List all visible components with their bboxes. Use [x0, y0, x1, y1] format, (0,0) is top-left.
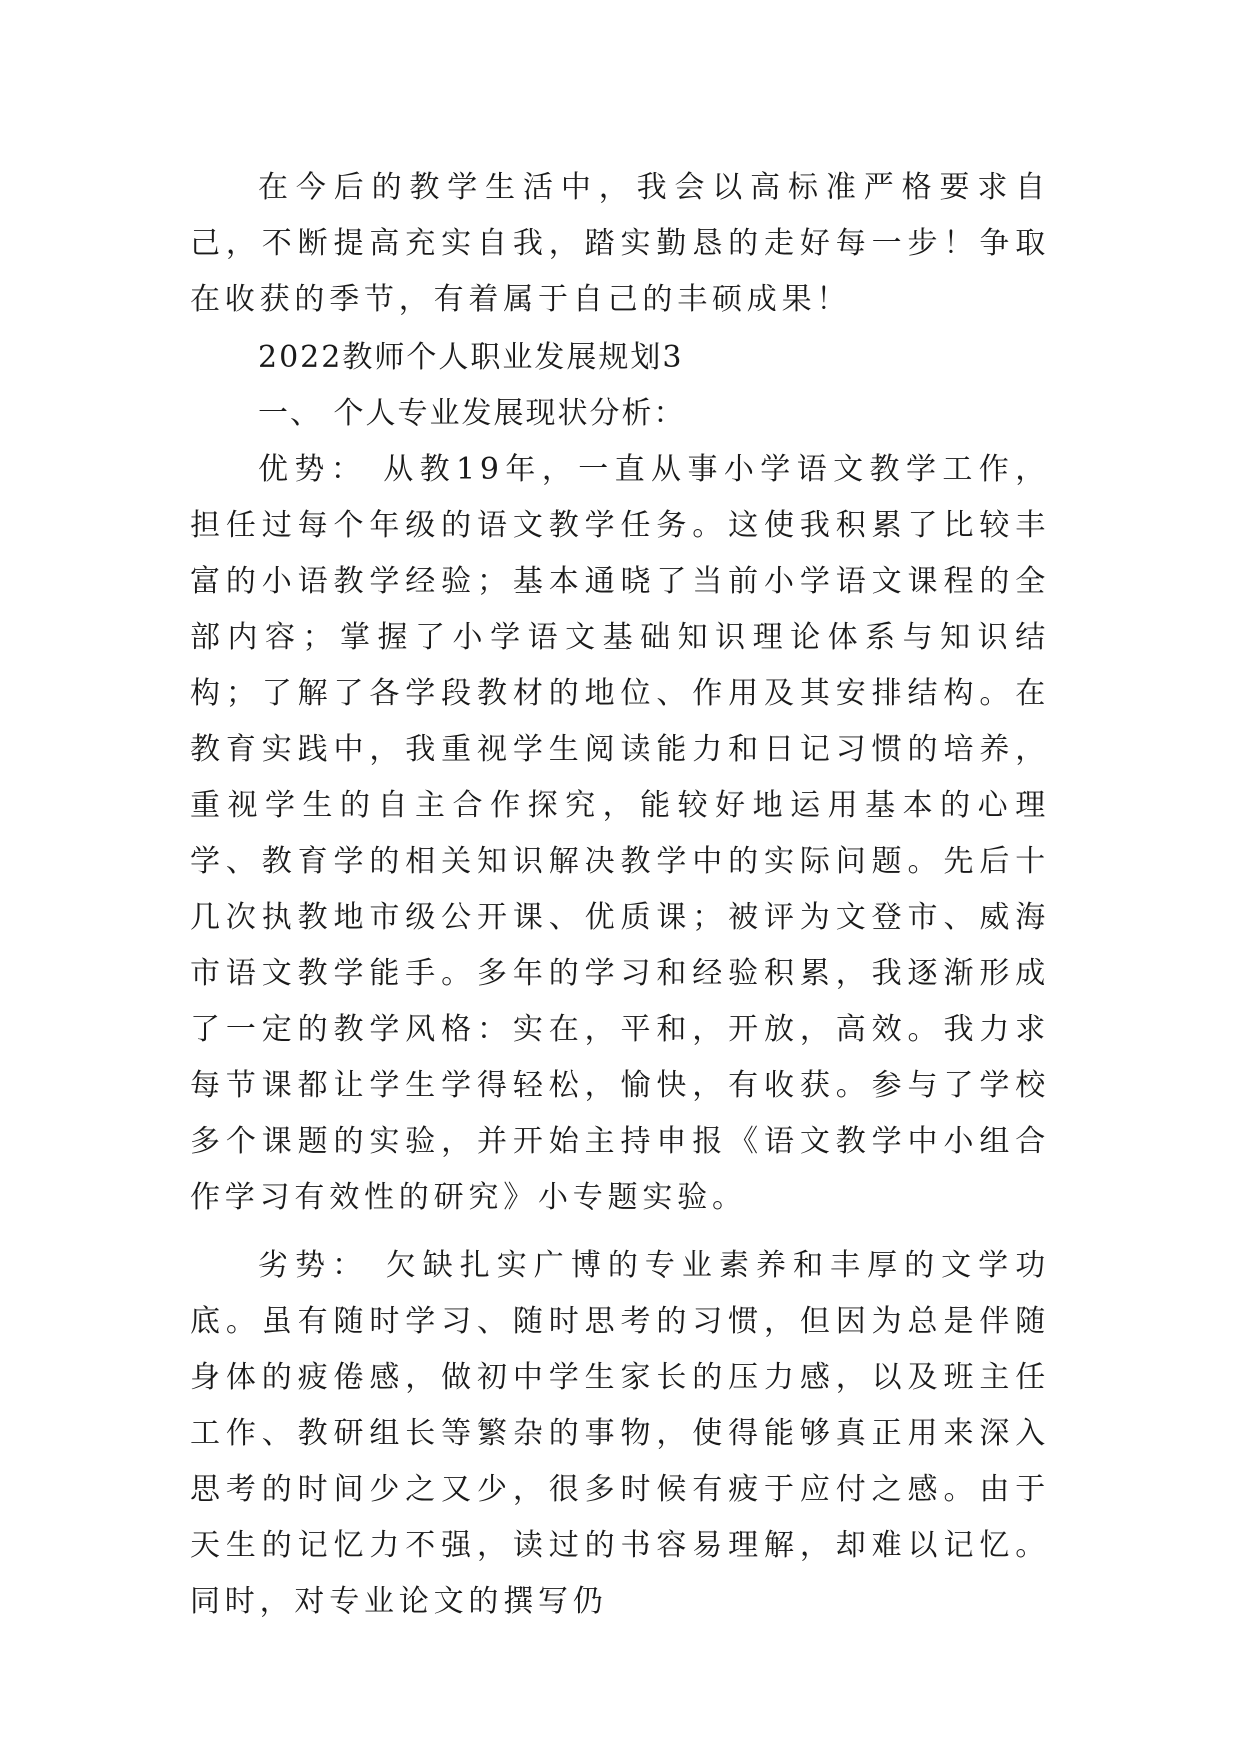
closing-paragraph: 在今后的教学生活中，我会以高标准严格要求自己，不断提高充实自我，踏实勤恳的走好每一步！争取在收获的季节，有着属于自己的丰硕成果！ [190, 170, 1050, 317]
section-title: 2022教师个人职业发展规划3 [258, 340, 684, 375]
strengths-paragraph: 优势： 从教19年，一直从事小学语文教学工作，担任过每个年级的语文教学任务。这使我积累了比较丰富的小语教学经验；基本通晓了当前小学语文课程的全部内容；掌握了小学语文基础知识理论体系与知识结构；了解了各学段教材的地位、作用及其安排结构。在教育实践中，我重视学生阅读能力和日记习惯的培养，重视学生的自主合作探究，能较好地运用基本的心理学、教育学的相关知识解决教学中的实际问题。先后十几次执教地市级公开课、优质课；被评为文登市、威海市语文教学能手。多年的学习和经验积累，我逐渐形成了一定的教学风格：实在，平和，开放，高效。我力求每节课都让学生学得轻松，愉快，有收获。参与了学校多个课题的实验，并开始主持申报《语文教学中小组合作学习有效性的研究》小专题实验。 [190, 452, 1050, 1215]
weaknesses-paragraph: 劣势： 欠缺扎实广博的专业素养和丰厚的文学功底。虽有随时学习、随时思考的习惯，但因为总是伴随身体的疲倦感，做初中学生家长的压力感，以及班主任工作、教研组长等繁杂的事物，使得能够真正用来深入思考的时间少之又少，很多时候有疲于应付之感。由于天生的记忆力不强，读过的书容易理解，却难以记忆。同时，对专业论文的撰写仍 [190, 1248, 1050, 1619]
subsection-heading: 一、 个人专业发展现状分析： [258, 396, 686, 431]
document-body [190, 160, 1050, 1630]
